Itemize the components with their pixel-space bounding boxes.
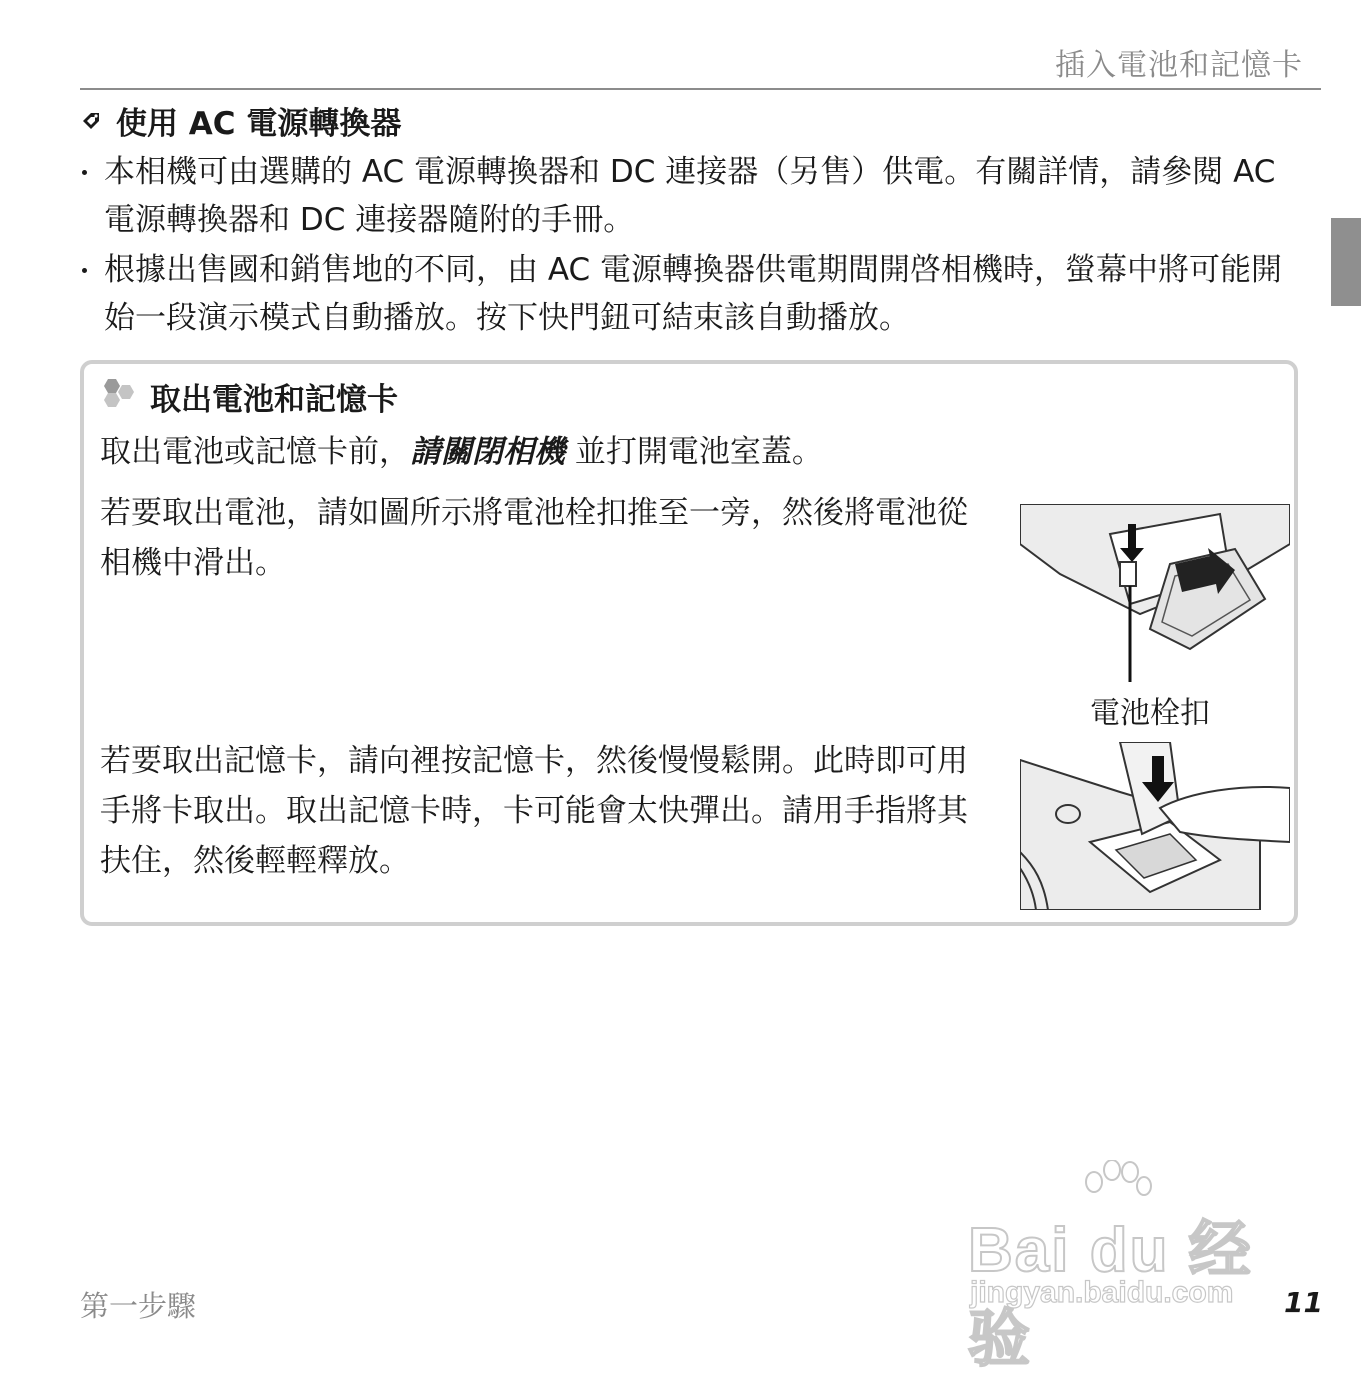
battery-latch-illustration (1020, 504, 1290, 684)
bullet-dot (82, 268, 87, 273)
panel-heading-text: 取出電池和記憶卡 (150, 382, 398, 418)
watermark (960, 1160, 1280, 1374)
battery-instructions: 若要取出電池，請如圖所示將電池栓扣推至一旁，然後將電池從相機中滑出。 (100, 495, 968, 581)
bullet-dot (82, 170, 87, 175)
list-item (80, 148, 1310, 244)
page-header-title: 插入電池和記憶卡 (1055, 48, 1303, 83)
tag-icon (80, 110, 102, 132)
intro-emphasis: 請關閉相機 (410, 434, 565, 470)
bullet-list (80, 148, 1310, 344)
section-heading-text: 使用 AC 電源轉換器 (116, 106, 402, 142)
watermark-logo: Bai du 经验 (968, 1216, 1253, 1374)
header-divider (80, 88, 1321, 90)
watermark-url: jingyan.baidu.com (970, 1276, 1234, 1309)
panel-heading (100, 374, 398, 419)
page-number: 11 (1284, 1286, 1323, 1319)
hexagon-cluster-icon (100, 377, 140, 417)
intro-text-tail: 並打開電池室蓋。 (565, 434, 823, 470)
intro-text: 取出電池或記憶卡前， (100, 434, 410, 470)
section-heading (80, 98, 401, 143)
panel-intro (100, 426, 823, 471)
card-instructions: 若要取出記憶卡，請向裡按記憶卡，然後慢慢鬆開。此時即可用手將卡取出。取出記憶卡時，卡可能會太快彈出。請用手指將其扶住，然後輕輕釋放。 (100, 743, 968, 879)
footer-section-name: 第一步驟 (80, 1289, 197, 1323)
battery-latch-label: 電池栓扣 (1090, 696, 1210, 731)
list-item (80, 246, 1310, 342)
bullet-text: 本相機可由選購的 AC 電源轉換器和 DC 連接器（另售）供電。有關詳情，請參閱 AC 電源轉換器和 DC 連接器隨附的手冊。 (104, 154, 1276, 238)
removal-panel (80, 360, 1298, 926)
bullet-text: 根據出售國和銷售地的不同，由 AC 電源轉換器供電期間開啓相機時，螢幕中將可能開始一段演示模式自動播放。按下快門鈕可結束該自動播放。 (104, 252, 1283, 336)
chapter-side-tab (1331, 218, 1361, 306)
memory-card-illustration (1020, 742, 1290, 910)
